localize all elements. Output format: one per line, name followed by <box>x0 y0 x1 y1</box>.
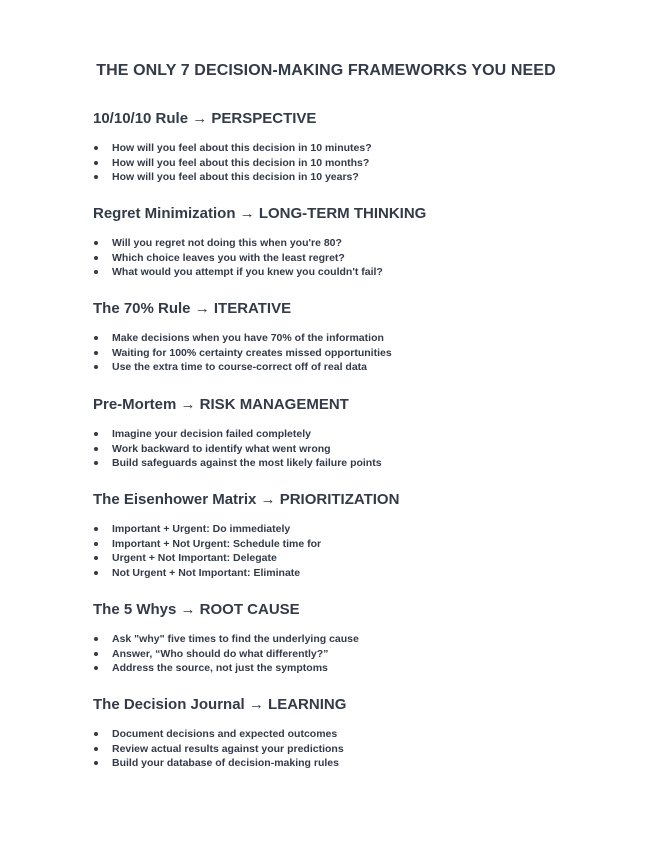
list-item <box>93 456 613 471</box>
section-pre-mortem <box>93 396 613 471</box>
list-item-text: Review actual results against your predictions <box>112 742 344 755</box>
list-item <box>93 346 613 361</box>
bullet-icon <box>94 652 98 656</box>
bullet-icon <box>94 571 98 575</box>
list-item-text: How will you feel about this decision in 10 months? <box>112 156 370 169</box>
bullet-icon <box>94 175 98 179</box>
section-heading: Regret Minimization → LONG-TERM THINKING <box>93 205 427 222</box>
list-item <box>93 566 613 581</box>
list-item-text: Important + Not Urgent: Schedule time for <box>112 537 322 550</box>
list-item-text: Important + Urgent: Do immediately <box>112 523 291 535</box>
list-item-text: Use the extra time to course-correct off of real data <box>112 361 367 374</box>
section-70-percent-rule <box>93 300 613 375</box>
list-item-text: Imagine your decision failed completely <box>112 428 311 440</box>
bullet-icon <box>94 447 98 451</box>
list-item-text: Make decisions when you have 70% of the information <box>112 332 384 344</box>
bullet-icon <box>94 432 98 436</box>
list-item-text: What would you attempt if you knew you couldn't fail? <box>112 266 383 279</box>
list-item-text: Document decisions and expected outcomes <box>112 728 338 740</box>
list-item <box>93 756 613 771</box>
list-item <box>93 265 613 280</box>
bullet-list <box>93 141 613 185</box>
list-item <box>93 742 613 757</box>
list-item-text: Work backward to identify what went wrong <box>112 442 331 455</box>
bullet-icon <box>94 732 98 736</box>
list-item <box>93 251 613 266</box>
bullet-icon <box>94 365 98 369</box>
list-item-text: Urgent + Not Important: Delegate <box>112 552 277 565</box>
list-item-text: How will you feel about this decision in 10 minutes? <box>112 142 372 154</box>
list-item-text: Will you regret not doing this when you're 80? <box>112 237 342 249</box>
list-item <box>93 236 613 251</box>
list-item <box>93 360 613 375</box>
section-heading: The Decision Journal → LEARNING <box>93 696 347 713</box>
section-heading: The 5 Whys → ROOT CAUSE <box>93 601 300 618</box>
list-item <box>93 141 613 156</box>
bullet-icon <box>94 637 98 641</box>
bullet-list <box>93 727 613 771</box>
bullet-icon <box>94 270 98 274</box>
list-item <box>93 551 613 566</box>
list-item <box>93 156 613 171</box>
bullet-icon <box>94 146 98 150</box>
list-item-text: Build your database of decision-making rules <box>112 757 339 770</box>
list-item-text: Build safeguards against the most likely failure points <box>112 457 382 470</box>
list-item <box>93 442 613 457</box>
bullet-icon <box>94 241 98 245</box>
list-item <box>93 522 613 537</box>
bullet-icon <box>94 256 98 260</box>
section-heading: The Eisenhower Matrix → PRIORITIZATION <box>93 491 400 508</box>
section-10-10-10-rule <box>93 110 613 185</box>
section-eisenhower-matrix <box>93 491 613 580</box>
list-item <box>93 170 613 185</box>
bullet-icon <box>94 461 98 465</box>
bullet-icon <box>94 666 98 670</box>
list-item-text: Which choice leaves you with the least regret? <box>112 251 345 264</box>
bullet-icon <box>94 161 98 165</box>
list-item-text: Not Urgent + Not Important: Eliminate <box>112 566 301 579</box>
bullet-icon <box>94 747 98 751</box>
bullet-list <box>93 236 613 280</box>
list-item <box>93 537 613 552</box>
section-5-whys <box>93 601 613 676</box>
list-item <box>93 632 613 647</box>
bullet-list <box>93 427 613 471</box>
bullet-list <box>93 632 613 676</box>
section-decision-journal <box>93 696 613 771</box>
bullet-icon <box>94 542 98 546</box>
list-item-text: Address the source, not just the symptoms <box>112 662 328 675</box>
bullet-icon <box>94 351 98 355</box>
list-item <box>93 661 613 676</box>
section-regret-minimization <box>93 205 613 280</box>
list-item <box>93 427 613 442</box>
list-item <box>93 331 613 346</box>
bullet-icon <box>94 527 98 531</box>
section-heading: The 70% Rule → ITERATIVE <box>93 300 292 317</box>
list-item <box>93 647 613 662</box>
list-item <box>93 727 613 742</box>
bullet-icon <box>94 761 98 765</box>
bullet-list <box>93 522 613 580</box>
list-item-text: Waiting for 100% certainty creates missed opportunities <box>112 346 392 359</box>
page-title: THE ONLY 7 DECISION-MAKING FRAMEWORKS YOU NEED <box>96 62 556 79</box>
bullet-list <box>93 331 613 375</box>
bullet-icon <box>94 556 98 560</box>
list-item-text: How will you feel about this decision in 10 years? <box>112 171 359 184</box>
list-item-text: Answer, “Who should do what differently?” <box>112 647 329 660</box>
list-item-text: Ask "why" five times to find the underlying cause <box>112 633 359 645</box>
section-heading: 10/10/10 Rule → PERSPECTIVE <box>93 110 317 127</box>
bullet-icon <box>94 336 98 340</box>
section-heading: Pre-Mortem → RISK MANAGEMENT <box>93 396 349 413</box>
